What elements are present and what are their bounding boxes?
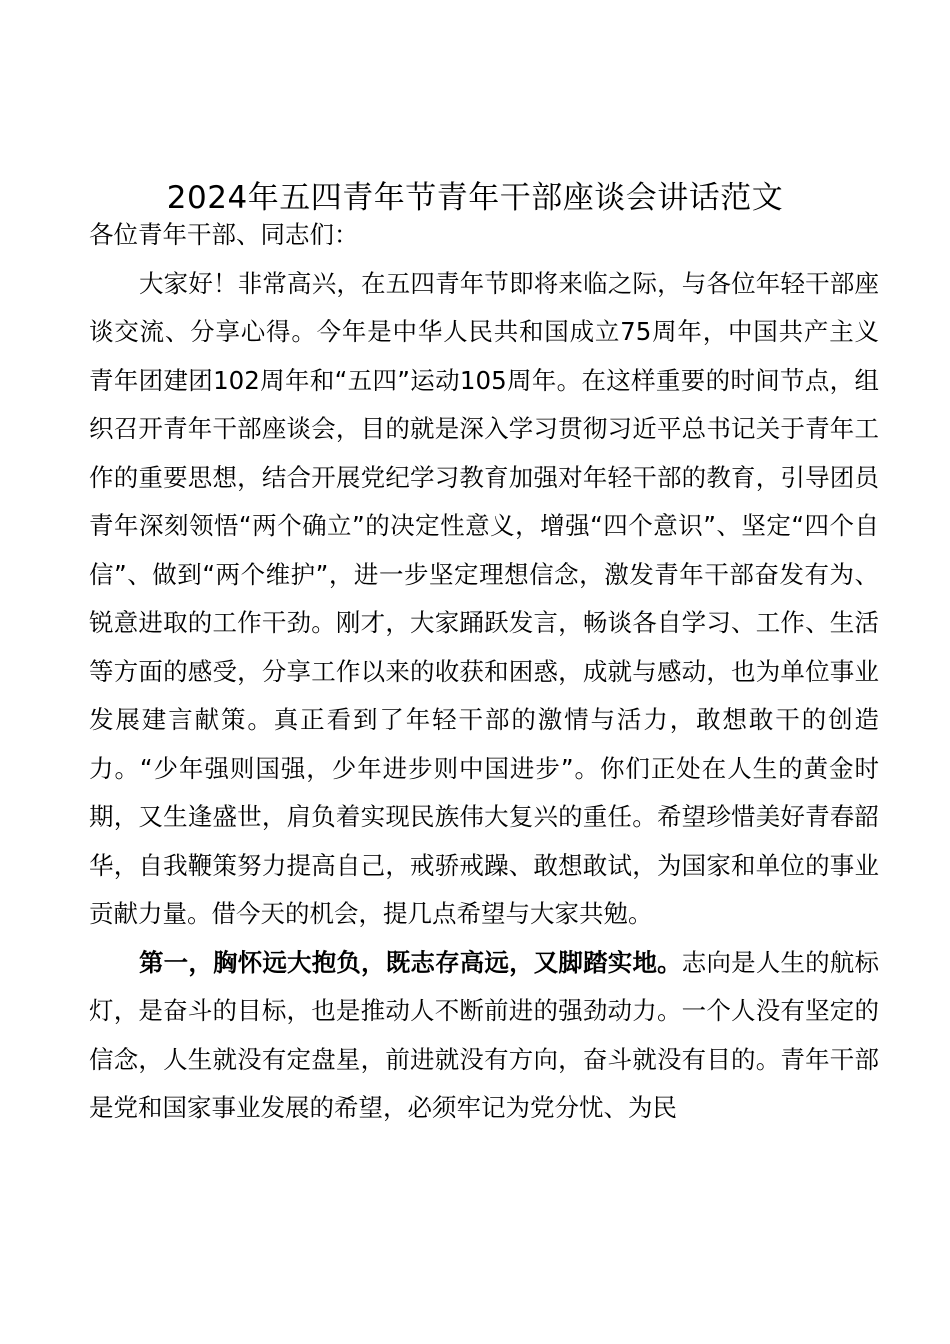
- paragraph-text: 大家好！非常高兴，在五四青年节即将来临之际，与各位年轻干部座谈交流、分享心得。今年是中华人民共和国成立75周年，中国共产主义青年团建团102周年和“五四”运动105周年。在这样重要的时间节点，组织召开青年干部座谈会，目的就是深入学习贯彻习近平总书记关于青年工作的重要思想，结合开展党纪学习教育加强对年轻干部的教育，引导团员青年深刻领悟“两个确立”的决定性意义，增强“四个意识”、坚定“四个自信”、做到“两个维护”，进一步坚定理想信念，激发青年干部奋发有为、锐意进取的工作干劲。刚才，大家踊跃发言，畅谈各自学习、工作、生活等方面的感受，分享工作以来的收获和困惑，成就与感动，也为单位事业发展建言献策。真正看到了年轻干部的激情与活力，敢想敢干的创造力。“少年强则国强，少年进步则中国进步”。你们正处在人生的黄金时期，又生逢盛世，肩负着实现民族伟大复兴的重任。希望珍惜美好青春韶华，自我鞭策努力提高自己，戒骄戒躁、敢想敢试，为国家和单位的事业贡献力量。借今天的机会，提几点希望与大家共勉。: [89, 268, 879, 928]
- paragraph-opening: [89, 260, 879, 939]
- paragraph-text: 志向是人生的航标灯，是奋斗的目标，也是推动人不断前进的强劲动力。一个人没有坚定的信念，人生就没有定盘星，前进就没有方向，奋斗就没有目的。青年干部是党和国家事业发展的希望，必须牢记为党分忧、为民: [89, 947, 880, 1122]
- paragraph-point-one: [89, 939, 879, 1133]
- document-body: [89, 211, 879, 1133]
- document-title: 2024年五四青年节青年干部座谈会讲话范文: [166, 180, 784, 216]
- salutation: 各位青年干部、同志们：: [89, 220, 359, 249]
- paragraph-lead: 第一，胸怀远大抱负，既志存高远，又脚踏实地。: [139, 947, 682, 977]
